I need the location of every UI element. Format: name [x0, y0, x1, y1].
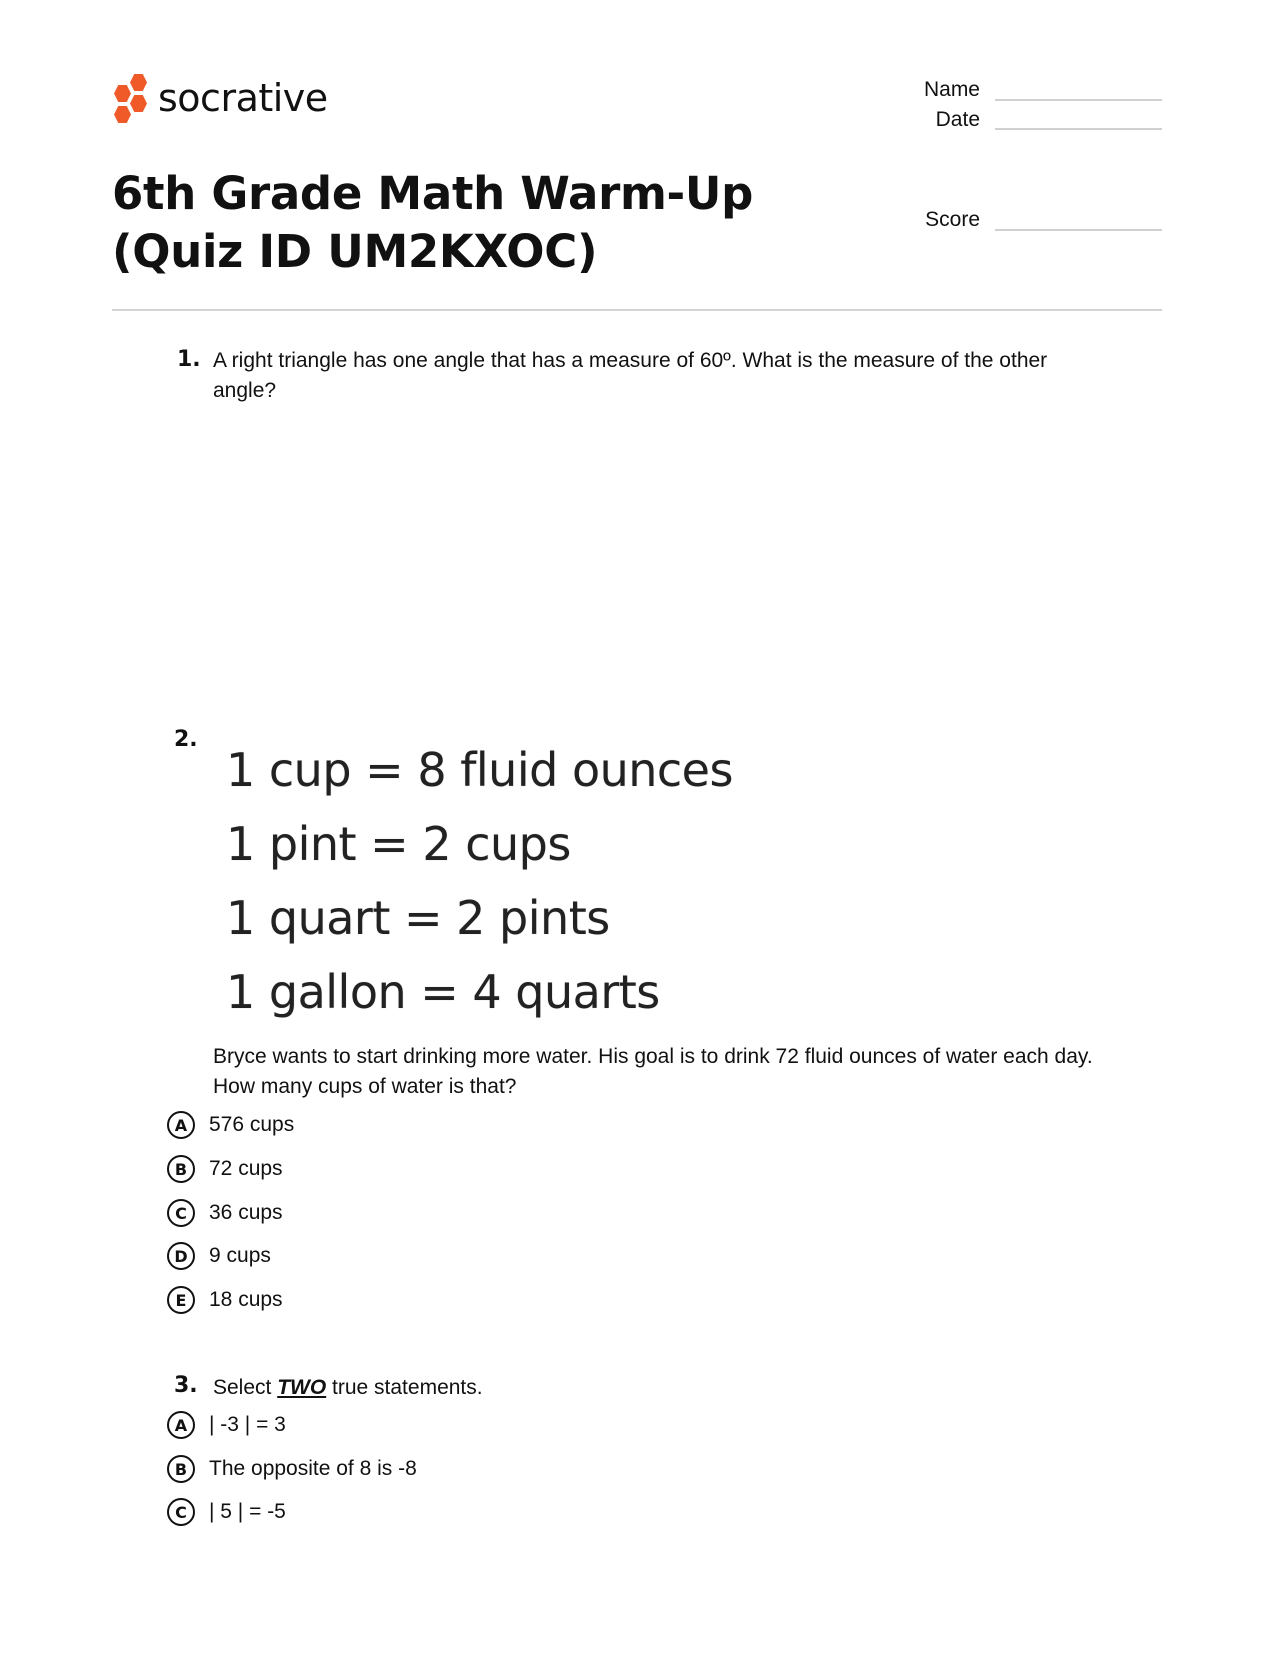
name-label: Name	[923, 78, 980, 101]
conversion-line: 1 quart = 2 pints	[226, 891, 610, 945]
option-letter-badge: D	[167, 1242, 195, 1270]
conversion-line: 1 gallon = 4 quarts	[226, 965, 660, 1019]
option-letter-badge: A	[167, 1111, 195, 1139]
option-text: The opposite of 8 is -8	[209, 1457, 417, 1480]
option-letter-badge: C	[167, 1498, 195, 1526]
answer-option-d[interactable]	[167, 1239, 294, 1273]
question-1-number: 1.	[177, 347, 201, 372]
answer-option-c[interactable]	[167, 1196, 294, 1230]
option-text: 576 cups	[209, 1113, 295, 1136]
answer-option-e[interactable]	[167, 1283, 294, 1317]
answer-option-b[interactable]	[167, 1452, 417, 1486]
option-letter-badge: E	[167, 1286, 195, 1314]
answer-option-b[interactable]	[167, 1152, 294, 1186]
question-2-options	[167, 1108, 294, 1317]
option-letter-badge: B	[167, 1155, 195, 1183]
conversion-table-image	[226, 733, 746, 1018]
question-1-text: A right triangle has one angle that has a measure of 60º. What is the measure of the other angle?	[213, 349, 1048, 402]
answer-option-c[interactable]	[167, 1495, 417, 1529]
option-text: | -3 | = 3	[209, 1413, 286, 1436]
option-text: 36 cups	[209, 1201, 283, 1224]
question-2-number: 2.	[174, 727, 198, 752]
question-2-text: Bryce wants to start drinking more water. His goal is to drink 72 fluid ounces of water each day. How many cups of water is that?	[213, 1045, 1093, 1098]
option-text: | 5 | = -5	[209, 1500, 286, 1523]
date-field[interactable]	[995, 128, 1162, 130]
option-letter-badge: B	[167, 1455, 195, 1483]
question-3-text-before: Select	[213, 1376, 278, 1399]
conversion-line: 1 pint = 2 cups	[226, 817, 571, 871]
name-field[interactable]	[995, 99, 1162, 101]
score-field[interactable]	[995, 229, 1162, 231]
question-3-emphasis: TWO	[277, 1376, 327, 1399]
answer-option-a[interactable]	[167, 1108, 294, 1142]
option-letter-badge: C	[167, 1199, 195, 1227]
question-3-text-after: true statements.	[326, 1376, 483, 1399]
question-3-options	[167, 1408, 417, 1529]
header-divider	[112, 309, 1162, 311]
page-title: 6th Grade Math Warm-Up (Quiz ID UM2KXOC)	[112, 167, 754, 278]
option-text: 9 cups	[209, 1244, 271, 1267]
hexagon-logo-icon	[110, 73, 150, 123]
option-letter-badge: A	[167, 1411, 195, 1439]
conversion-line: 1 cup = 8 fluid ounces	[226, 743, 733, 797]
answer-option-a[interactable]	[167, 1408, 417, 1442]
option-text: 18 cups	[209, 1288, 283, 1311]
option-text: 72 cups	[209, 1157, 283, 1180]
score-label: Score	[925, 208, 980, 231]
brand-name: socrative	[158, 76, 328, 120]
socrative-logo	[110, 72, 328, 124]
question-3-text	[213, 1373, 1113, 1403]
date-label: Date	[935, 108, 980, 131]
question-3-number: 3.	[174, 1373, 198, 1398]
